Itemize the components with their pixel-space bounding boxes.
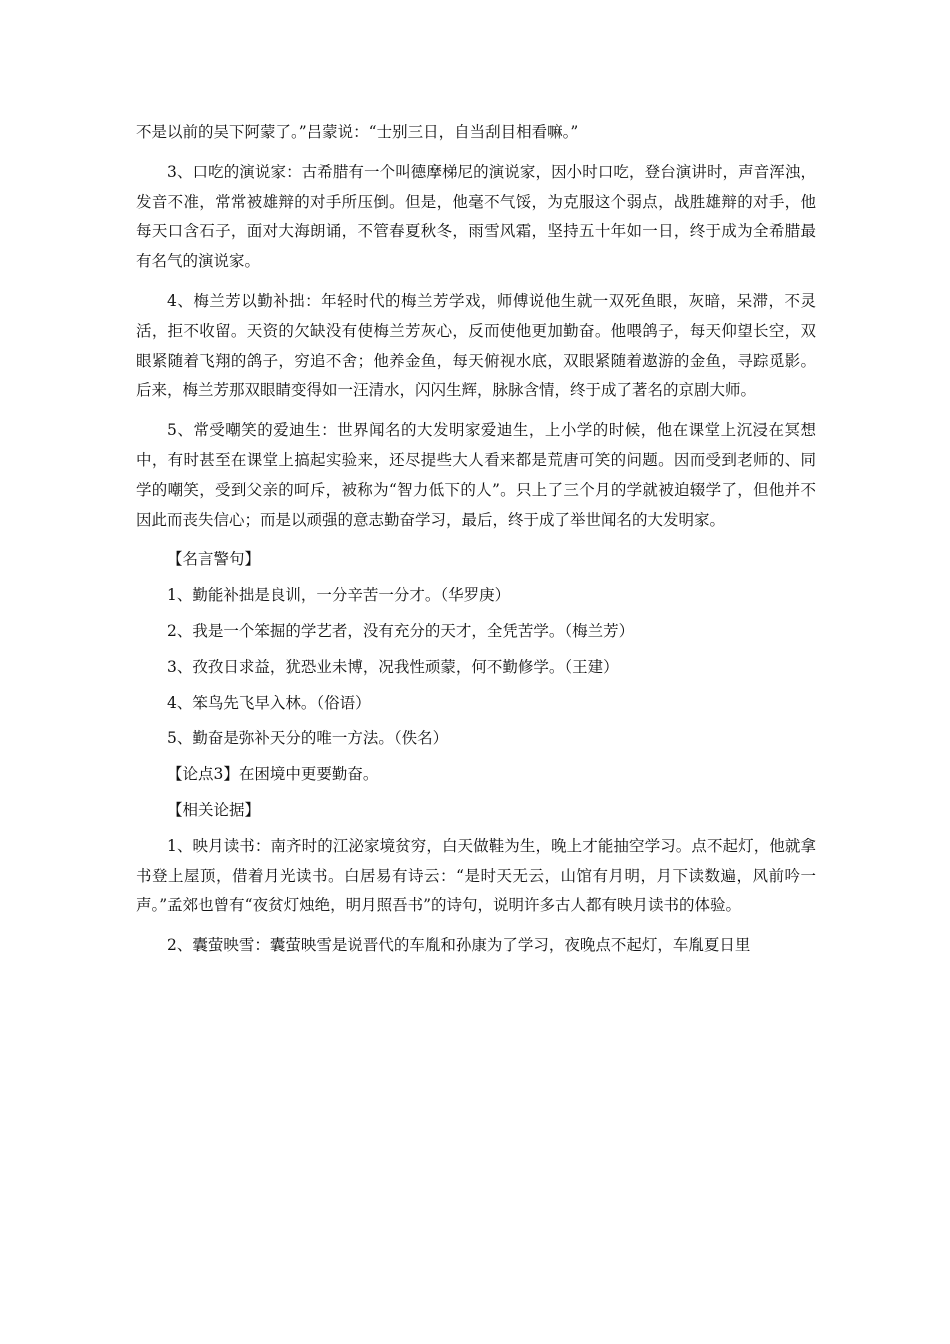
section-heading-quotes: 【名言警句】 bbox=[167, 550, 261, 569]
paragraph-continuation: 不是以前的吴下阿蒙了。”吕蒙说：“士别三日，自当刮目相看嘛。” bbox=[136, 123, 579, 141]
quote-item: 5、勤奋是弥补天分的唯一方法。（佚名） bbox=[167, 729, 449, 748]
paragraph-orator-story: 3、口吃的演说家：古希腊有一个叫德摩梯尼的演说家，因小时口吃，登台演讲时，声音浑浊，发音不准，常常被雄辩的对手所压倒。但是，他毫不气馁，为克服这个弱点，战胜雄辩的对手，他每天口含石子，面对大海朗诵，不管春夏秋冬，雨雪风霜，坚持五十年如一日，终于成为全希腊最有名气的演说家。 bbox=[136, 162, 816, 271]
paragraph-moonlight-reading: 1、映月读书：南齐时的江泌家境贫穷，白天做鞋为生，晚上才能抽空学习。点不起灯，他就拿书登上屋顶，借着月光读书。白居易有诗云：“是时天无云，山馆有月明，月下读数遍，风前吟一声。”孟郊也曾有“夜贫灯烛绝，明月照吾书”的诗句，说明许多古人都有映月读书的体验。 bbox=[136, 836, 816, 915]
quote-item: 4、笨鸟先飞早入林。（俗语） bbox=[167, 693, 371, 712]
document-body bbox=[136, 118, 816, 971]
quote-item: 2、我是一个笨掘的学艺者，没有充分的天才，全凭苦学。（梅兰芳） bbox=[167, 621, 635, 640]
section-heading-evidence: 【相关论据】 bbox=[167, 800, 261, 819]
paragraph-edison-story: 5、常受嘲笑的爱迪生：世界闻名的大发明家爱迪生，上小学的时候，他在课堂上沉浸在冥想中，有时甚至在课堂上搞起实验来，还尽提些大人看来都是荒唐可笑的问题。因而受到老师的、同学的嘲笑，受到父亲的呵斥，被称为“智力低下的人”。只上了三个月的学就被迫辍学了，但他并不因此而丧失信心；而是以顽强的意志勤奋学习，最后，终于成了举世闻名的大发明家。 bbox=[136, 421, 816, 529]
paragraph-firefly-snow: 2、囊萤映雪：囊萤映雪是说晋代的车胤和孙康为了学习，夜晚点不起灯，车胤夏日里 bbox=[167, 936, 751, 955]
argument-heading: 【论点3】在困境中更要勤奋。 bbox=[167, 765, 379, 784]
quote-item: 3、孜孜日求益，犹恐业未博，况我性顽蒙，何不勤修学。（王建） bbox=[167, 657, 619, 676]
paragraph-mei-lanfang-story: 4、梅兰芳以勤补拙：年轻时代的梅兰芳学戏，师傅说他生就一双死鱼眼，灰暗，呆滞，不灵活，拒不收留。天资的欠缺没有使梅兰芳灰心，反而使他更加勤奋。他喂鸽子，每天仰望长空，双眼紧随着飞翔的鸽子，穷追不舍；他养金鱼，每天俯视水底，双眼紧随着遨游的金鱼，寻踪觅影。后来，梅兰芳那双眼睛变得如一汪清水，闪闪生辉，脉脉含情，终于成了著名的京剧大师。 bbox=[136, 291, 816, 400]
quote-item: 1、勤能补拙是良训，一分辛苦一分才。（华罗庚） bbox=[167, 586, 511, 605]
